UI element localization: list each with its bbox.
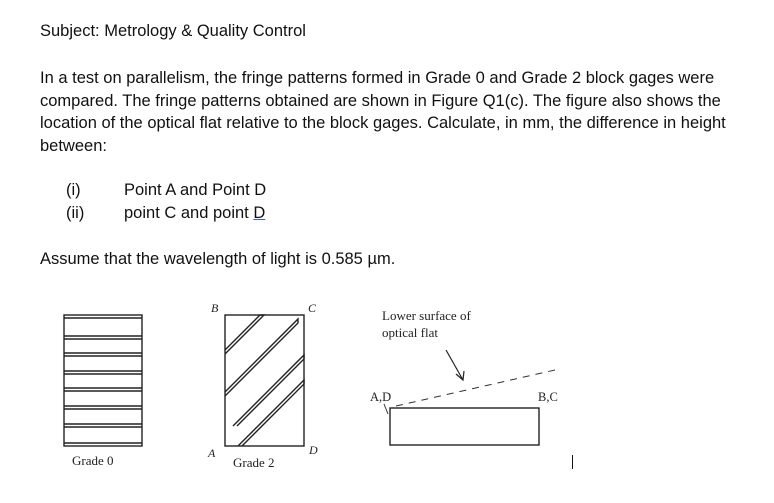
left-end-label: A,D — [370, 390, 392, 404]
text-cursor — [572, 455, 573, 469]
point-d-label: D — [309, 443, 318, 457]
grade-2-gage — [207, 301, 318, 470]
assumption-line: Assume that the wavelength of light is 0.585 µm. — [40, 250, 396, 268]
item-number: (ii) — [66, 204, 85, 222]
right-end-label: B,C — [538, 390, 558, 404]
flat-label-line-2: optical flat — [382, 325, 438, 340]
grade-0-label: Grade 0 — [72, 453, 114, 468]
item-number: (i) — [66, 181, 81, 199]
spellcheck-underlined-word[interactable]: D — [253, 204, 266, 222]
point-a-label: A — [208, 446, 216, 460]
question-paragraph: In a test on parallelism, the fringe patterns formed in Grade 0 and Grade 2 block gages were compared. The fringe patterns obtained are shown in Figure Q1(c). The figure also shows the location of the optical flat relative to the block gages. Calculate, in mm, the difference in height between: — [40, 69, 726, 155]
fringe-line — [225, 319, 298, 396]
item-text: point C and point — [124, 204, 254, 222]
fringe-line — [238, 380, 304, 446]
fringe-line — [225, 315, 264, 354]
flat-label-line-1: Lower surface of — [382, 308, 471, 323]
point-b-label: B — [211, 301, 219, 315]
point-c-label: C — [308, 301, 317, 315]
grade-0-gage — [64, 315, 142, 468]
left-end-tick — [384, 404, 388, 414]
pointer-arrow-line — [446, 350, 463, 380]
subject-line: Subject: Metrology & Quality Control — [40, 22, 306, 40]
grade-2-label: Grade 2 — [233, 455, 275, 470]
optical-flat-schematic — [370, 308, 558, 445]
optical-flat-dashed-line — [396, 370, 555, 406]
block-gage-side-view — [390, 408, 539, 445]
fringe-line — [286, 315, 304, 333]
item-text: Point A and Point D — [124, 181, 267, 199]
